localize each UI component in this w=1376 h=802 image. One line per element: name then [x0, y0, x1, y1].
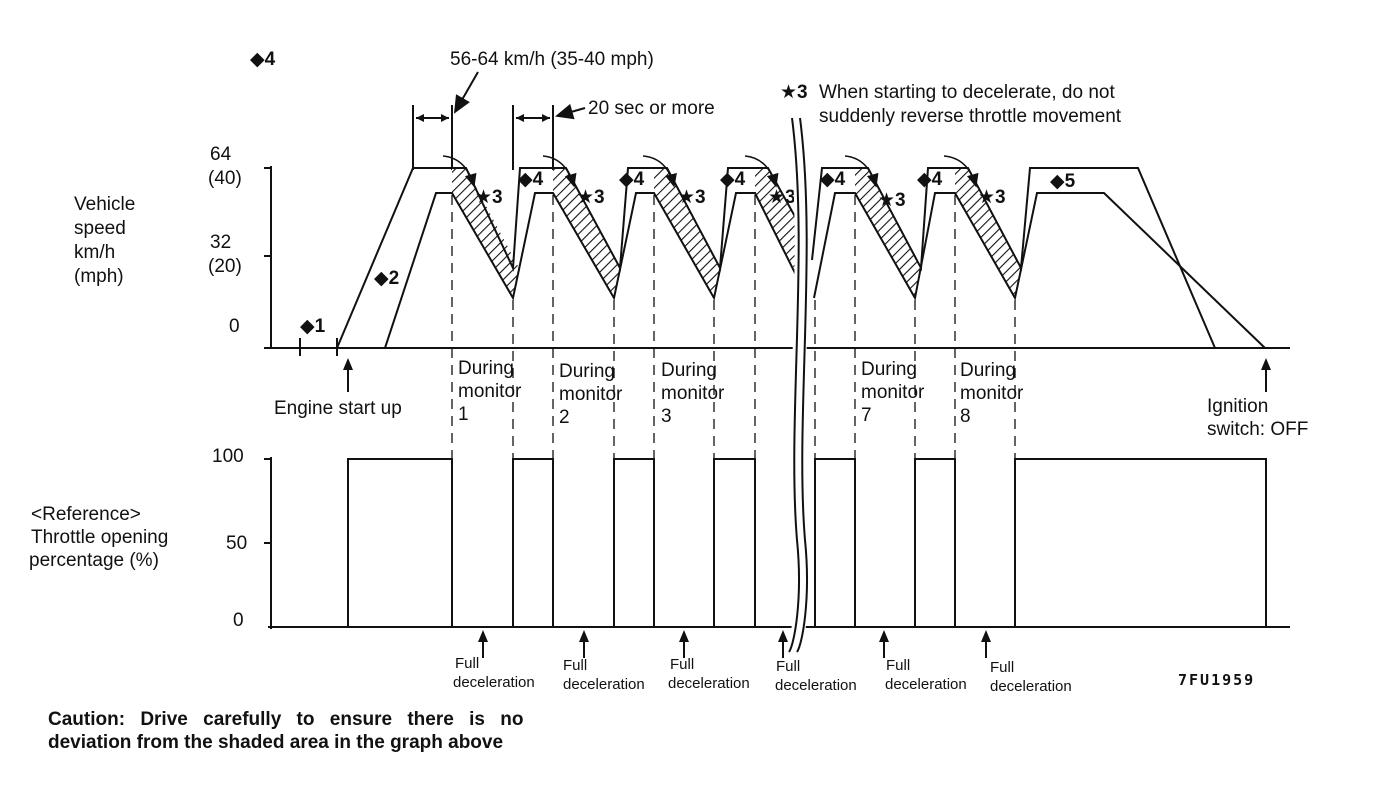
throttle-axis-ticks: [212, 446, 247, 631]
marker-3-e: ★3: [878, 190, 906, 211]
svg-text:During: During: [960, 360, 1016, 381]
duration-label: 20 sec or more: [588, 98, 715, 119]
full-decel-label-5: [885, 657, 967, 693]
marker-4-top: ◆4: [250, 49, 276, 70]
svg-text:(20): (20): [208, 256, 242, 277]
engine-start-indicator: [300, 338, 348, 392]
monitor-label-7: [861, 359, 925, 426]
marker-3-c: ★3: [678, 187, 706, 208]
monitor-label-1: [458, 358, 522, 425]
engine-start-arrowhead: [343, 358, 353, 370]
svg-text:50: 50: [226, 533, 248, 554]
svg-text:Full: Full: [886, 657, 911, 674]
speed-range-label: 56-64 km/h (35-40 mph): [450, 49, 654, 70]
ignition-arrowhead: [1261, 358, 1271, 370]
svg-text:8: 8: [960, 406, 971, 427]
full-decel-label-1: [453, 655, 535, 691]
monitor-label-2: [559, 361, 623, 428]
marker-2: ◆2: [374, 268, 400, 289]
svg-text:deceleration: deceleration: [453, 674, 535, 691]
caution-note: [48, 708, 648, 754]
svg-text:Full: Full: [670, 656, 695, 673]
throttle-axis: [264, 457, 1290, 629]
svg-text:deceleration: deceleration: [668, 675, 750, 692]
full-decel-label-4: [775, 658, 857, 694]
marker-5: ◆5: [1050, 171, 1076, 192]
full-decel-label-2: [563, 657, 645, 693]
svg-text:monitor: monitor: [458, 381, 522, 402]
svg-text:deceleration: deceleration: [775, 677, 857, 694]
svg-text:100: 100: [212, 446, 244, 467]
speed-axis-ticks: [208, 144, 242, 337]
svg-text:0: 0: [229, 316, 240, 337]
svg-text:percentage (%): percentage (%): [29, 550, 159, 571]
svg-text:Throttle opening: Throttle opening: [31, 527, 169, 548]
marker-3-d: ★3: [768, 187, 796, 208]
full-decel-label-6: [990, 659, 1072, 695]
svg-text:2: 2: [559, 407, 570, 428]
svg-text:During: During: [559, 361, 615, 382]
speed-axis-title: [74, 194, 135, 287]
svg-text:speed: speed: [74, 218, 126, 239]
caution-line-2: deviation from the shaded area in the graph above: [48, 732, 504, 753]
marker-3-b: ★3: [577, 187, 605, 208]
full-decel-arrows: [483, 636, 986, 658]
note-line-2: suddenly reverse throttle movement: [819, 106, 1122, 127]
svg-text:During: During: [861, 359, 917, 380]
monitor-dividers: [452, 195, 1015, 458]
note-star-3: ★3: [780, 82, 808, 103]
svg-text:1: 1: [458, 404, 469, 425]
svg-text:monitor: monitor: [960, 383, 1024, 404]
svg-text:deceleration: deceleration: [563, 676, 645, 693]
svg-text:0: 0: [233, 610, 244, 631]
svg-text:(mph): (mph): [74, 266, 124, 287]
marker-4-c: ◆4: [720, 169, 746, 190]
monitor-label-8: [960, 360, 1024, 427]
svg-text:During: During: [661, 360, 717, 381]
svg-text:(40): (40): [208, 168, 242, 189]
note-line-1: When starting to decelerate, do not: [819, 82, 1115, 103]
dimension-brackets: [413, 72, 585, 170]
svg-text:monitor: monitor: [861, 382, 925, 403]
svg-text:<Reference>: <Reference>: [31, 504, 141, 525]
full-decel-label-3: [668, 656, 750, 692]
svg-text:Vehicle: Vehicle: [74, 194, 136, 215]
svg-text:monitor: monitor: [559, 384, 623, 405]
svg-text:monitor: monitor: [661, 383, 725, 404]
svg-text:Full: Full: [455, 655, 480, 672]
caution-line-1: Caution: Drive carefully to ensure there is no: [48, 709, 524, 730]
svg-text:3: 3: [661, 406, 672, 427]
svg-text:deceleration: deceleration: [990, 678, 1072, 695]
svg-text:Full: Full: [563, 657, 588, 674]
figure-code: 7FU1959: [1178, 671, 1256, 689]
marker-4-a: ◆4: [518, 169, 544, 190]
svg-text:During: During: [458, 358, 514, 379]
svg-text:Full: Full: [990, 659, 1015, 676]
marker-4-d: ◆4: [820, 169, 846, 190]
ignition-label-1: Ignition: [1207, 396, 1269, 417]
svg-text:7: 7: [861, 405, 872, 426]
marker-1: ◆1: [300, 316, 326, 337]
ignition-label-2: switch: OFF: [1207, 419, 1309, 440]
full-decel-arrowheads: [478, 630, 991, 642]
throttle-trace: [282, 459, 1266, 627]
throttle-axis-title: [29, 504, 168, 571]
marker-4-b: ◆4: [619, 169, 645, 190]
marker-3-a: ★3: [475, 187, 503, 208]
engine-start-label: Engine start up: [274, 398, 402, 419]
svg-text:32: 32: [210, 232, 232, 253]
marker-4-e: ◆4: [917, 169, 943, 190]
monitor-label-3: [661, 360, 725, 427]
marker-3-f: ★3: [978, 187, 1006, 208]
svg-text:deceleration: deceleration: [885, 676, 967, 693]
svg-text:Full: Full: [776, 658, 801, 675]
svg-text:km/h: km/h: [74, 242, 116, 263]
svg-text:64: 64: [210, 144, 232, 165]
